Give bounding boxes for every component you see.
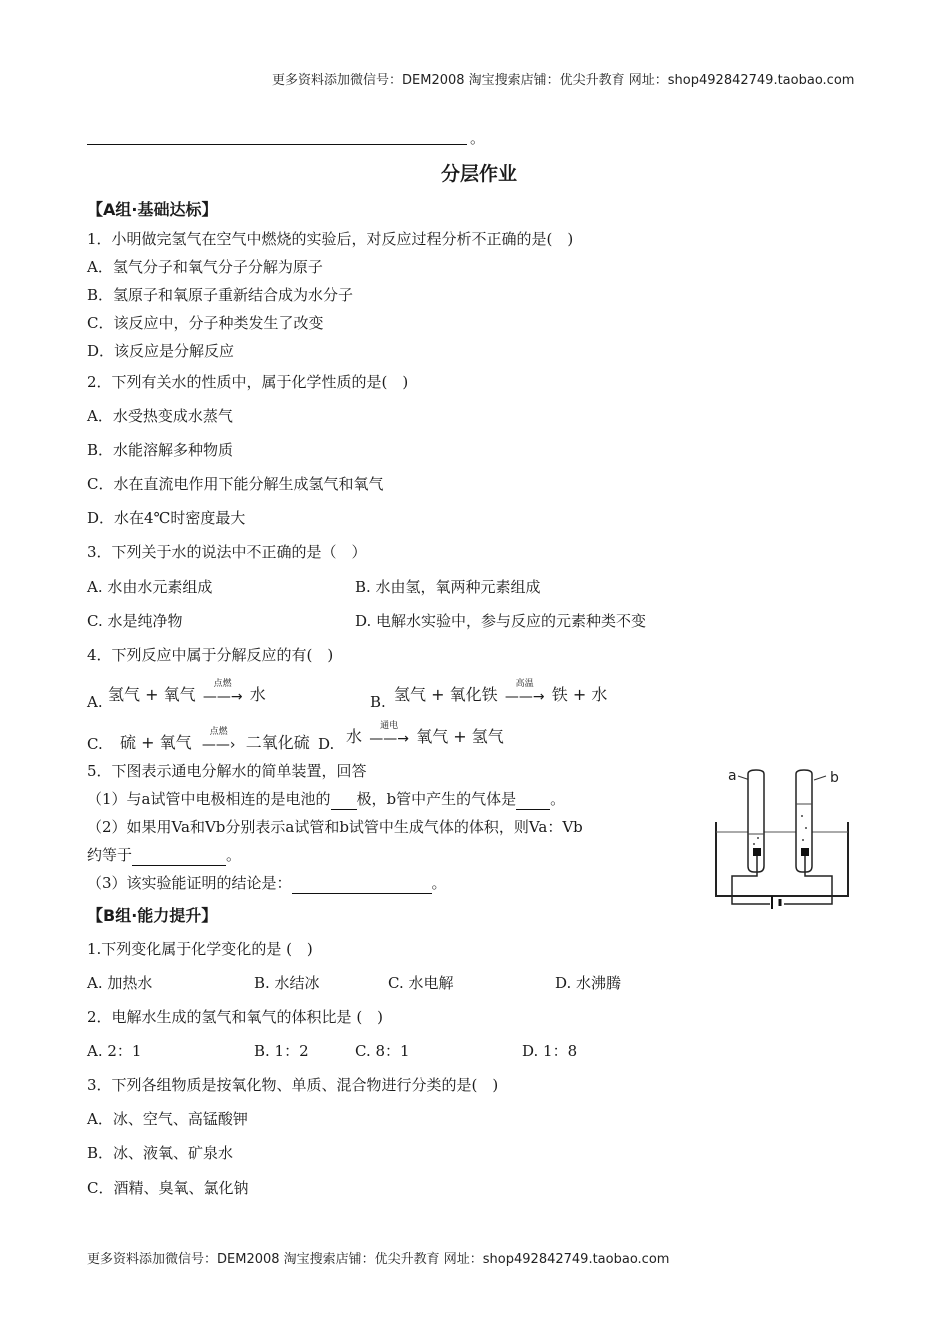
question-b3-option-c: C．酒精、臭氧、氯化钠 <box>87 1179 249 1197</box>
sub1-text-c: 。 <box>550 790 566 808</box>
page-footer: 更多资料添加微信号：DEM2008 淘宝搜索店铺：优尖升教育 网址：shop492842749.taobao.com <box>87 1252 670 1267</box>
sub2-text-c: 。 <box>226 846 242 864</box>
question-a4-stem: 4．下列反应中属于分解反应的有( ) <box>87 646 334 664</box>
products: 水 <box>249 685 266 704</box>
question-b1-stem: 1.下列变化属于化学变化的是 ( ) <box>87 940 313 958</box>
question-a4-option-d-letter: D. <box>318 735 335 753</box>
blank-pole <box>331 789 357 810</box>
question-a1-option-b: B．氢原子和氧原子重新结合成为水分子 <box>87 286 354 304</box>
question-a4-option-b-equation <box>394 679 608 705</box>
question-b3-option-b: B．冰、液氧、矿泉水 <box>87 1144 234 1162</box>
question-a5-sub1 <box>87 789 565 810</box>
question-a3-option-b: B. 水由氢，氧两种元素组成 <box>355 578 541 596</box>
tube-a-label: a <box>728 768 737 784</box>
reaction-arrow-icon: 高温 ——→ <box>503 686 547 705</box>
question-a1-stem: 1．小明做完氢气在空气中燃烧的实验后，对反应过程分析不正确的是( ) <box>87 230 574 248</box>
blank-ratio <box>132 845 226 866</box>
sub3-text-c: 。 <box>431 874 447 892</box>
end-punctuation: 。 <box>470 129 486 147</box>
question-a1-option-a: A．氢气分子和氧气分子分解为原子 <box>87 258 323 276</box>
blank-conclusion <box>292 873 432 894</box>
question-b2-stem: 2．电解水生成的氢气和氧气的体积比是 ( ) <box>87 1008 384 1026</box>
sub1-text-b: 极，b管中产生的气体是 <box>356 790 517 808</box>
question-b2-option-a: A. 2：1 <box>87 1042 142 1060</box>
sub3-text-a: （3）该实验能证明的结论是： <box>87 874 292 892</box>
section-a-heading: 【A组·基础达标】 <box>87 200 218 219</box>
reaction-arrow-icon: 通电 ——→ <box>367 728 411 747</box>
question-a1-option-c: C．该反应中，分子种类发生了改变 <box>87 314 324 332</box>
question-b1-option-c: C. 水电解 <box>388 974 454 992</box>
question-a5-sub3 <box>87 873 447 894</box>
question-a3-option-d: D. 电解水实验中，参与反应的元素种类不变 <box>355 612 647 630</box>
question-b3-stem: 3．下列各组物质是按氧化物、单质、混合物进行分类的是( ) <box>87 1076 499 1094</box>
products: 二氧化硫 <box>245 733 310 752</box>
condition-label: 高温 <box>515 679 534 689</box>
question-a4-option-a-equation <box>108 679 266 705</box>
question-a2-option-b: B．水能溶解多种物质 <box>87 441 234 459</box>
question-a3-option-a: A. 水由水元素组成 <box>87 578 213 596</box>
electrolysis-apparatus-diagram <box>708 764 858 909</box>
reactants: 氢气 + 氧气 <box>108 685 196 704</box>
question-a3-option-c: C. 水是纯净物 <box>87 612 183 630</box>
question-a5-sub2: （2）如果用Va和Vb分别表示a试管和b试管中生成气体的体积，则Va：Vb <box>87 818 583 836</box>
question-a1-option-d: D．该反应是分解反应 <box>87 342 235 360</box>
tube-b-label: b <box>830 770 839 786</box>
question-a5-stem: 5．下图表示通电分解水的简单装置，回答 <box>87 762 367 780</box>
products: 氧气 + 氢气 <box>416 727 504 746</box>
question-b1-option-b: B. 水结冰 <box>254 974 320 992</box>
condition-label: 点燃 <box>209 727 228 737</box>
question-a2-stem: 2．下列有关水的性质中，属于化学性质的是( ) <box>87 373 409 391</box>
page-title: 分层作业 <box>441 163 518 185</box>
reactants: 水 <box>346 727 363 746</box>
question-b1-option-d: D. 水沸腾 <box>555 974 622 992</box>
question-a3-stem: 3．下列关于水的说法中不正确的是（ ） <box>87 543 367 561</box>
reactants: 硫 + 氧气 <box>120 733 192 752</box>
question-b3-option-a: A．冰、空气、高锰酸钾 <box>87 1110 248 1128</box>
reactants: 氢气 + 氧化铁 <box>394 685 498 704</box>
products: 铁 + 水 <box>551 685 608 704</box>
question-a4-option-b-letter: B. <box>370 693 386 711</box>
question-a4-option-c-letter: C. <box>87 735 103 753</box>
sub1-text-a: （1）与a试管中电极相连的是电池的 <box>87 790 331 808</box>
question-b2-option-c: C. 8：1 <box>355 1042 410 1060</box>
reaction-arrow-icon: 点燃 ——› <box>197 734 241 753</box>
condition-label: 点燃 <box>213 679 232 689</box>
condition-label: 通电 <box>380 721 399 731</box>
question-a2-option-a: A．水受热变成水蒸气 <box>87 407 233 425</box>
question-a4-option-d-equation <box>346 721 504 747</box>
question-b2-option-b: B. 1：2 <box>254 1042 309 1060</box>
answer-underline <box>87 144 467 145</box>
page-header: 更多资料添加微信号：DEM2008 淘宝搜索店铺：优尖升教育 网址：shop492842749.taobao.com <box>272 73 855 88</box>
question-b1-option-a: A. 加热水 <box>87 974 153 992</box>
question-a2-option-c: C．水在直流电作用下能分解生成氢气和氧气 <box>87 475 384 493</box>
section-b-heading: 【B组·能力提升】 <box>87 906 218 925</box>
sub2-text-b: 约等于 <box>87 846 133 864</box>
question-a5-sub2-cont <box>87 845 241 866</box>
question-a2-option-d: D．水在4℃时密度最大 <box>87 509 246 527</box>
question-a4-option-c-equation <box>120 727 310 753</box>
question-a4-option-a-letter: A. <box>87 693 103 711</box>
blank-gas <box>516 789 550 810</box>
reaction-arrow-icon: 点燃 ——→ <box>201 686 245 705</box>
question-b2-option-d: D. 1：8 <box>522 1042 578 1060</box>
